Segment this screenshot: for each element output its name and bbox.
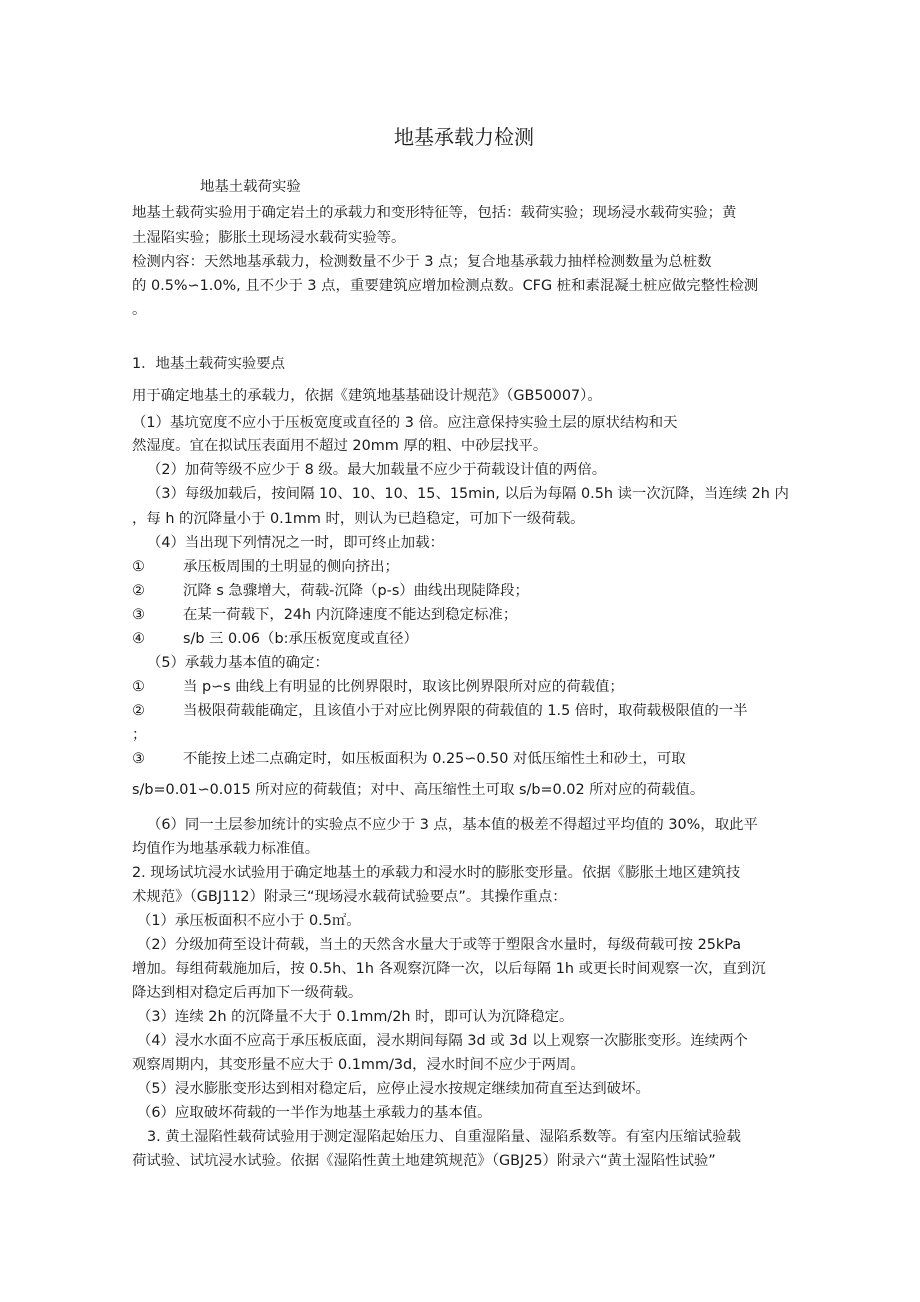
paragraph-line: 均值作为地基承载力标准值。	[132, 841, 320, 857]
paragraph-line: （3）每级加载后，按间隔 10、10、10、15、15min, 以后为每隔 0.5h 读一次沉降，当连续 2h 内	[147, 486, 789, 502]
paragraph-line: （6）同一土层参加统计的实验点不应少于 3 点，基本值的极差不得超过平均值的 30%，取此平	[147, 817, 758, 833]
section-2-line: （5）浸水膨胀变形达到相对稳定后，应停止浸水按规定继续加荷直至达到破坏。	[137, 1081, 650, 1097]
section-2-line: （3）连续 2h 的沉降量不大于 0.1mm/2h 时，即可认为沉降稳定。	[137, 1009, 574, 1025]
paragraph-line: 然湿度。宜在拟试压表面用不超过 20mm 厚的粗、中砂层找平。	[132, 438, 548, 454]
section-2-line: 降达到相对稳定后再加下一级荷载。	[132, 985, 363, 1001]
list-item-continuation: ；	[132, 727, 147, 743]
paragraph-line: （5）承载力基本值的确定：	[147, 655, 329, 671]
paragraph-line: ，每 h 的沉降量小于 0.1mm 时，则认为已趋稳定，可加下一级荷载。	[132, 511, 585, 527]
section-2-line: 术规范》（GBJ112）附录三“现场浸水载荷试验要点”。其操作重点：	[132, 889, 567, 905]
section-2-line: （6）应取破坏荷载的一半作为地基土承载力的基本值。	[137, 1105, 492, 1121]
section-2-line: （2）分级加荷至设计荷载，当土的天然含水量大于或等于塑限含水量时，每级荷载可按 25kPa	[137, 937, 742, 953]
paragraph-line: （1）基坑宽度不应小于压板宽度或直径的 3 倍。应注意保持实验土层的原状结构和天	[132, 415, 678, 431]
list-item: 当极限荷载能确定，且该值小于对应比例界限的荷载值的 1.5 倍时，取荷载极限值的一半	[183, 703, 748, 719]
intro-line: 的 0.5%∽1.0%, 且不少于 3 点，重要建筑应增加检测点数。CFG 桩和素混凝土桩应做完整性检测	[132, 278, 759, 294]
list-marker: ①	[132, 679, 145, 695]
list-marker: ②	[132, 583, 145, 599]
list-marker: ②	[132, 703, 145, 719]
list-marker: ③	[132, 607, 145, 623]
paragraph-line: （4）当出现下列情况之一时，即可终止加载：	[147, 535, 444, 551]
section-2-line: 增加。每组荷载施加后，按 0.5h、1h 各观察沉降一次，以后每隔 1h 或更长时间观察一次，直到沉	[132, 961, 766, 977]
list-marker: ④	[132, 631, 145, 647]
paragraph-line: （2）加荷等级不应少于 8 级。最大加载量不应少于荷载设计值的两倍。	[147, 462, 607, 478]
list-item: 沉降 s 急骤增大，荷载-沉降（p-s）曲线出现陡降段；	[183, 583, 529, 599]
section-3-line: 荷试验、试坑浸水试验。依据《湿陷性黄土地建筑规范》（GBJ25）附录六“黄土湿陷性试验”	[132, 1153, 716, 1169]
paragraph-line: 用于确定地基土的承载力，依据《建筑地基基础设计规范》（GB50007）。	[132, 388, 602, 404]
intro-line: 。	[132, 302, 147, 318]
list-item: 在某一荷载下，24h 内沉降速度不能达到稳定标准；	[183, 607, 518, 623]
section-2-line: 2. 现场试坑浸水试验用于确定地基土的承载力和浸水时的膨胀变形量。依据《膨胀土地区建筑技	[132, 865, 741, 881]
page-title: 地基承载力检测	[394, 125, 534, 149]
list-item: 当 p∽s 曲线上有明显的比例界限时，取该比例界限所对应的荷载值；	[183, 679, 624, 695]
section-2-line: 观察周期内，其变形量不应大于 0.1mm/3d，浸水时间不应少于两周。	[132, 1057, 585, 1073]
section-1-heading: 1．地基土载荷实验要点	[132, 356, 286, 372]
intro-line: 地基土载荷实验用于确定岩土的承载力和变形特征等，包括：载荷实验；现场浸水载荷实验；黄	[132, 205, 737, 221]
list-item: s/b 三 0.06（b:承压板宽度或直径）	[183, 631, 418, 647]
section-2-line: （4）浸水水面不应高于承压板底面，浸水期间每隔 3d 或 3d 以上观察一次膨胀变形。连续两个	[137, 1033, 748, 1049]
paragraph-line: s/b=0.01∽0.015 所对应的荷载值；对中、高压缩性土可取 s/b=0.02 所对应的荷载值。	[132, 782, 705, 798]
list-item: 承压板周围的土明显的侧向挤出；	[183, 559, 399, 575]
section-2-line: （1）承压板面积不应小于 0.5㎡。	[137, 913, 361, 929]
intro-line: 检测内容：天然地基承载力，检测数量不少于 3 点；复合地基承载力抽样检测数量为总桩数	[132, 254, 712, 270]
list-marker: ①	[132, 559, 145, 575]
list-item: 不能按上述二点确定时，如压板面积为 0.25∽0.50 对低压缩性土和砂土，可取	[183, 751, 686, 767]
list-marker: ③	[132, 751, 145, 767]
section-subtitle: 地基土载荷实验	[200, 179, 301, 195]
section-3-line: 3. 黄土湿陷性载荷试验用于测定湿陷起始压力、自重湿陷量、湿陷系数等。有室内压缩试验载	[147, 1129, 741, 1145]
intro-line: 土湿陷实验；膨胀土现场浸水载荷实验等。	[132, 230, 406, 246]
